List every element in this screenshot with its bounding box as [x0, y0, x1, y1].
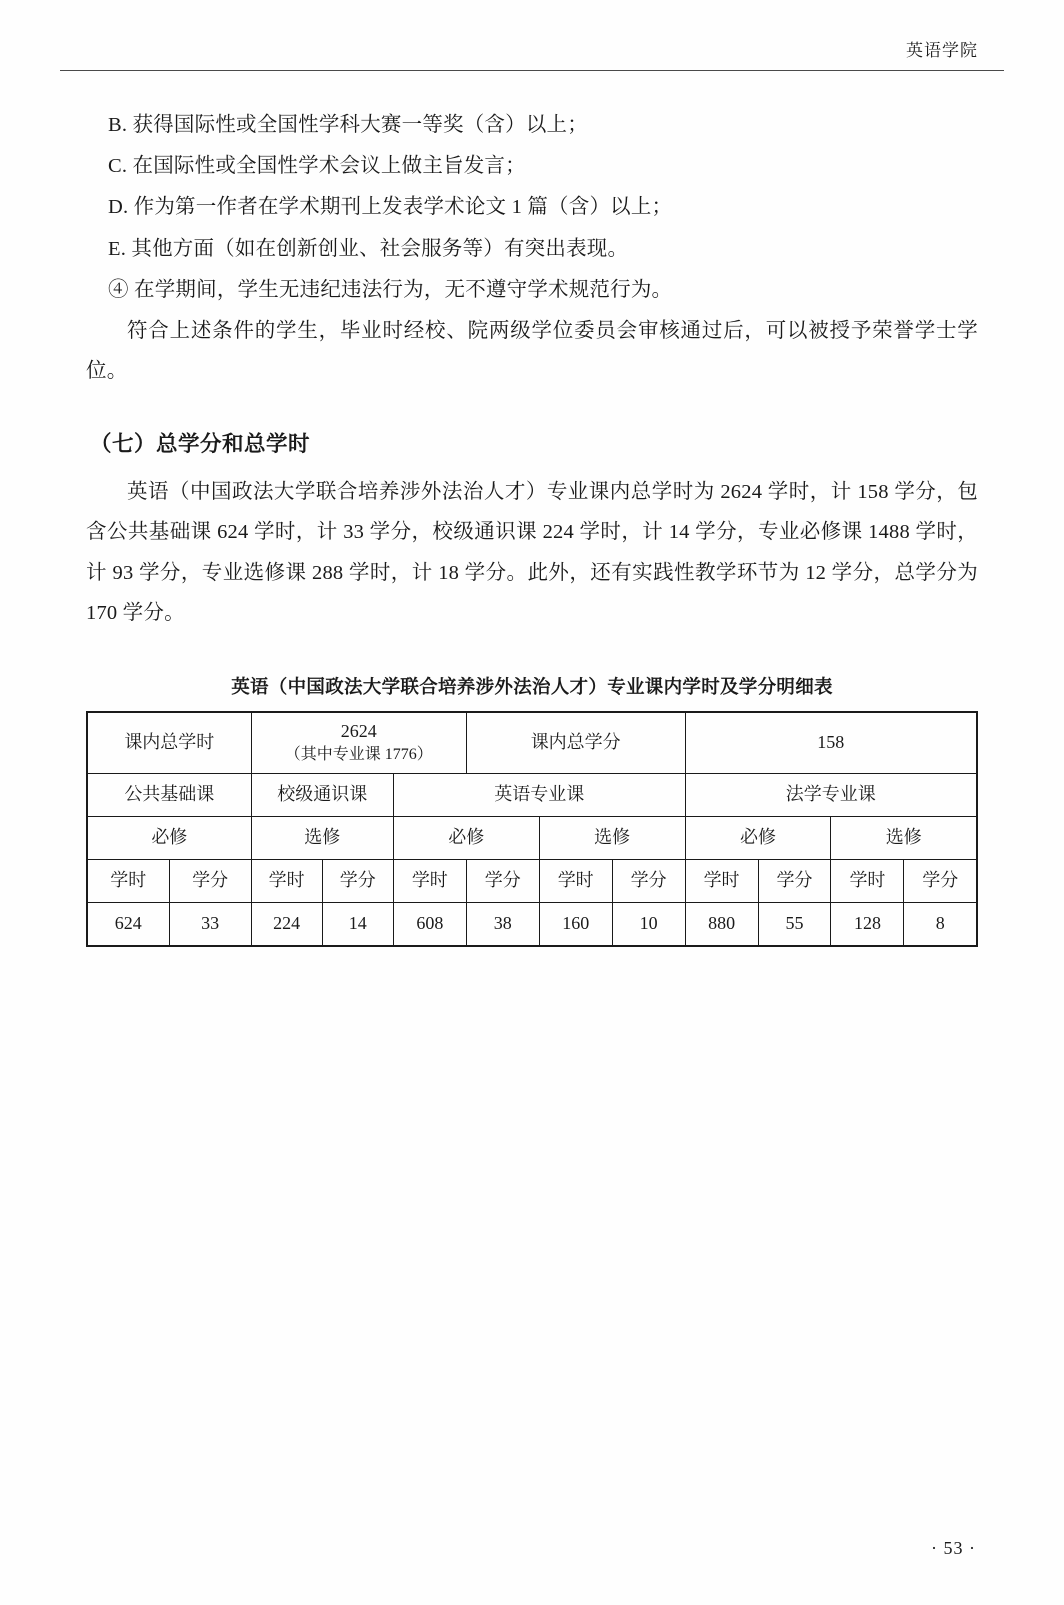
cell-type-required-3: 必修 — [685, 816, 831, 859]
table-cell-value: 38 — [466, 902, 539, 946]
column-header: 学分 — [169, 859, 251, 902]
cell-total-hours — [251, 712, 466, 774]
list-item: D. 作为第一作者在学术期刊上发表学术论文 1 篇（含）以上； — [108, 196, 673, 219]
table-row — [87, 773, 977, 816]
cell-group-law-major: 法学专业课 — [685, 773, 977, 816]
list-item: C. 在国际性或全国性学术会议上做主旨发言； — [108, 155, 526, 178]
page-number: · 53 · — [931, 1538, 976, 1558]
column-header: 学时 — [539, 859, 612, 902]
table-row — [87, 902, 977, 946]
page-body — [86, 105, 978, 947]
table-header-row — [87, 859, 977, 902]
list-item: B. 获得国际性或全国性学科大赛一等奖（含）以上； — [108, 114, 588, 136]
column-header: 学分 — [322, 859, 393, 902]
table-cell-value: 160 — [539, 902, 612, 946]
header-divider — [60, 70, 1004, 71]
column-header: 学分 — [904, 859, 977, 902]
total-hours-note: （其中专业课 1776） — [284, 746, 433, 764]
column-header: 学时 — [87, 859, 169, 902]
list-item: ④ 在学期间，学生无违纪违法行为，无不遵守学术规范行为。 — [108, 278, 673, 301]
cell-group-general-education: 校级通识课 — [251, 773, 393, 816]
table-cell-value: 128 — [831, 902, 904, 946]
paragraph-after-list: 符合上述条件的学生，毕业时经校、院两级学位委员会审核通过后，可以被授予荣誉学士学位。 — [86, 319, 978, 383]
table-cell-value: 880 — [685, 902, 758, 946]
table-row — [87, 712, 977, 774]
list-item: E. 其他方面（如在创新创业、社会服务等）有突出表现。 — [108, 237, 629, 260]
column-header: 学时 — [685, 859, 758, 902]
column-header: 学时 — [251, 859, 322, 902]
cell-type-elective-2: 选修 — [539, 816, 685, 859]
table-caption: 英语（中国政法大学联合培养涉外法治人才）专业课内学时及学分明细表 — [231, 677, 833, 698]
column-header: 学分 — [466, 859, 539, 902]
table-cell-value: 10 — [612, 902, 685, 946]
credits-table — [86, 711, 978, 947]
table-cell-value: 33 — [169, 902, 251, 946]
column-header: 学时 — [831, 859, 904, 902]
cell-type-elective-3: 选修 — [831, 816, 977, 859]
running-head: 英语学院 — [906, 41, 978, 60]
cell-label-total-hours: 课内总学时 — [87, 712, 251, 774]
column-header: 学时 — [393, 859, 466, 902]
cell-group-public-basic: 公共基础课 — [87, 773, 251, 816]
table-cell-value: 608 — [393, 902, 466, 946]
table-cell-value: 224 — [251, 902, 322, 946]
total-hours-value: 2624 — [340, 721, 377, 742]
cell-type-required-1: 必修 — [87, 816, 251, 859]
table-cell-value: 8 — [904, 902, 977, 946]
section-heading: （七）总学分和总学时 — [90, 432, 311, 457]
cell-label-total-credits: 课内总学分 — [466, 712, 685, 774]
section-paragraph: 英语（中国政法大学联合培养涉外法治人才）专业课内总学时为 2624 学时，计 158 学分，包含公共基础课 624 学时，计 33 学分，校级通识课 224 学时，计 14 学分，专业必修课 1488 学时，计 93 学分，专业选修课 288 学时，计 18 学分。此外，还有实践性教学环节为 12 学分，总学分为 170 学分。 — [86, 481, 978, 624]
column-header: 学分 — [758, 859, 831, 902]
table-cell-value: 14 — [322, 902, 393, 946]
table-row — [87, 816, 977, 859]
table-cell-value: 55 — [758, 902, 831, 946]
cell-group-english-major: 英语专业课 — [393, 773, 685, 816]
column-header: 学分 — [612, 859, 685, 902]
table-cell-value: 624 — [87, 902, 169, 946]
cell-total-credits: 158 — [685, 712, 977, 774]
cell-type-required-2: 必修 — [393, 816, 539, 859]
cell-type-elective-1: 选修 — [251, 816, 393, 859]
